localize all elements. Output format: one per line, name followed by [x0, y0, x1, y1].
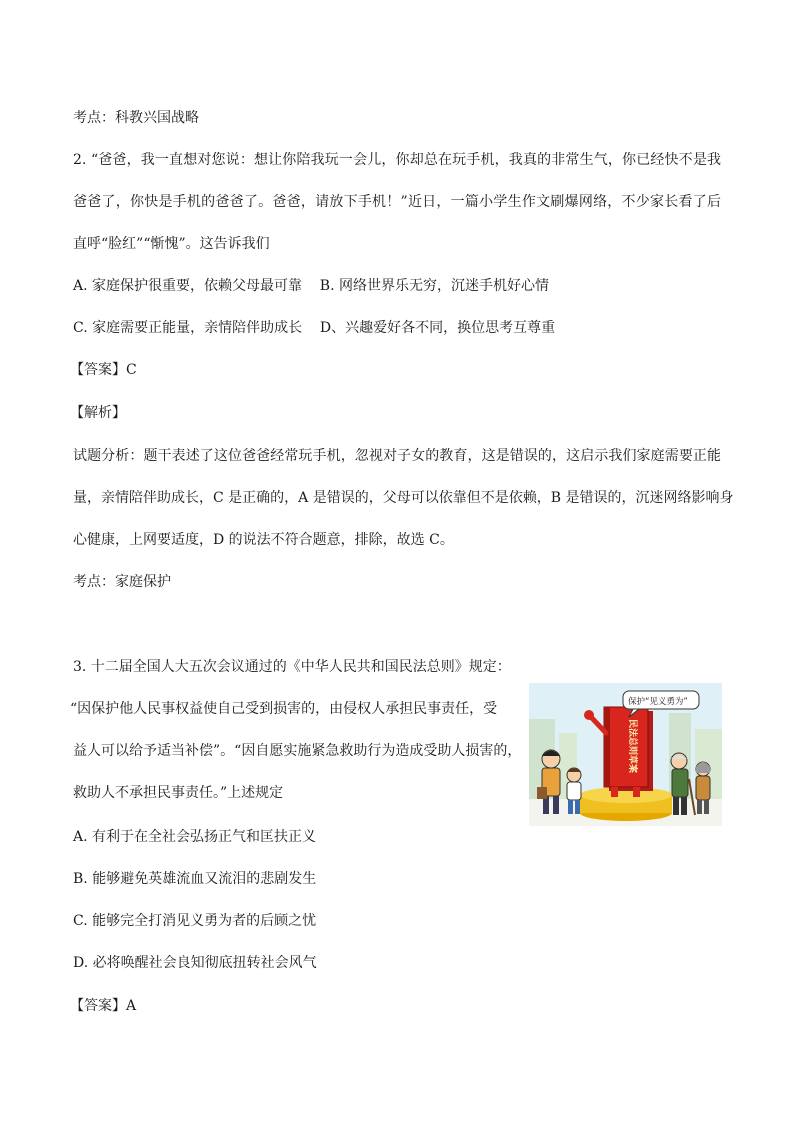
q3-option-a: A. 有利于在全社会弘扬正气和匡扶正义: [73, 829, 317, 845]
q1-point: 考点：科教兴国战略: [73, 110, 199, 126]
q2-options-ab: A. 家庭保护很重要，依赖父母最可靠 B. 网络世界乐无穷，沉迷手机好心情: [73, 278, 549, 294]
civil-code-book-label: 民法总则草案: [627, 719, 637, 774]
q2-stem-line-2: 爸爸了，你快是手机的爸爸了。爸爸，请放下手机！”近日，一篇小学生作文刷爆网络，不少家长看了后: [73, 194, 721, 210]
q3-option-b: B. 能够避免英雄流血又流泪的悲剧发生: [73, 871, 317, 887]
q2-stem-line-3: 直呼“脸红”“惭愧”。这告诉我们: [73, 236, 270, 252]
q3-stem-line-2: “因保护他人民事权益使自己受到损害的，由侵权人承担民事责任，受: [70, 701, 498, 717]
q2-analysis-line-1: 试题分析：题干表述了这位爸爸经常玩手机，忽视对子女的教育，这是错误的，这启示我们家庭需要正能: [73, 448, 721, 464]
civil-code-cartoon-image: [529, 683, 722, 826]
q2-point: 考点：家庭保护: [73, 574, 171, 590]
q2-analysis-line-2: 量，亲情陪伴助成长，C 是正确的，A 是错误的，父母可以依靠但不是依赖，B 是错误的，沉迷网络影响身: [73, 490, 734, 506]
q2-options-cd: C. 家庭需要正能量，亲情陪伴助成长 D、兴趣爱好各不同，换位思考互尊重: [73, 320, 556, 336]
q2-stem-line-1: 2. “爸爸，我一直想对您说：想让你陪我玩一会儿，你却总在玩手机，我真的非常生气，你已经快不是我: [73, 152, 721, 168]
q2-answer: 【答案】C: [70, 362, 137, 378]
speech-bubble-text: 保护“见义勇为”: [628, 697, 688, 707]
q3-stem-line-3: 益人可以给予适当补偿”。“因自愿实施紧急救助行为造成受助人损害的，: [73, 743, 522, 759]
q2-analysis-line-3: 心健康，上网要适度，D 的说法不符合题意，排除，故选 C。: [73, 532, 454, 548]
q3-stem-line-1: 3. 十二届全国人大五次会议通过的《中华人民共和国民法总则》规定：: [73, 659, 511, 675]
q3-stem-line-4: 救助人不承担民事责任。”上述规定: [73, 785, 284, 801]
q3-answer: 【答案】A: [70, 998, 137, 1014]
q2-analysis-title: 【解析】: [70, 405, 126, 421]
q3-option-d: D. 必将唤醒社会良知彻底扭转社会风气: [73, 955, 317, 971]
q3-option-c: C. 能够完全打消见义勇为者的后顾之忧: [73, 913, 317, 929]
